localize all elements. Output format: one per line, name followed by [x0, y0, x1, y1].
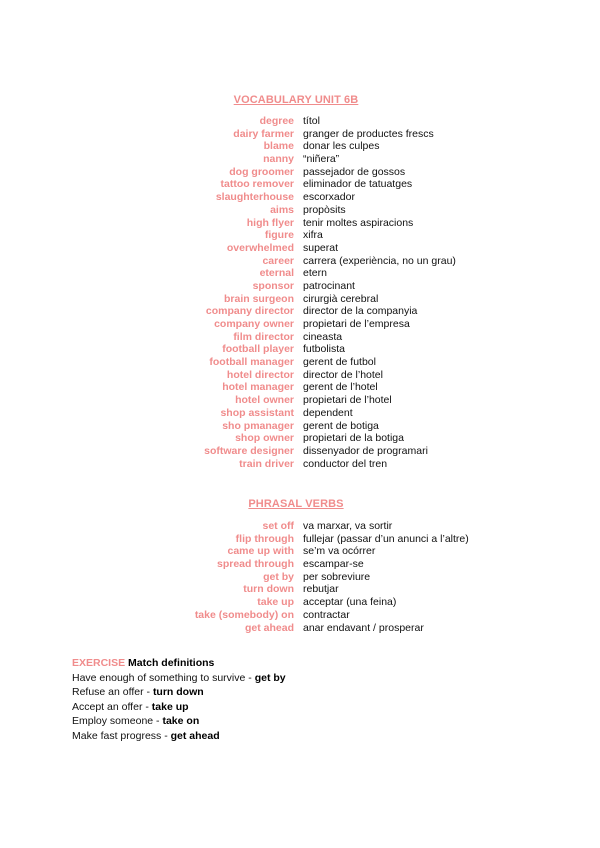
term: sho pmanager: [222, 419, 294, 432]
phrasal-verb-row: [0, 596, 600, 609]
term: flip through: [235, 532, 294, 545]
definition: fullejar (passar d’un anunci a l’altre): [303, 532, 469, 545]
term: shop owner: [235, 432, 294, 445]
vocabulary-row: [0, 420, 600, 433]
definition: donar les culpes: [303, 140, 380, 153]
definition: etern: [303, 267, 327, 280]
definition: dissenyador de programari: [303, 444, 428, 457]
vocabulary-row: [0, 407, 600, 420]
term: get by: [263, 570, 294, 583]
definition: va marxar, va sortir: [303, 520, 393, 532]
term: software designer: [204, 444, 294, 457]
phrasal-verb-row: [0, 571, 600, 584]
exercise-heading: [72, 656, 572, 671]
exercise-line: [72, 714, 572, 729]
term: take up: [257, 596, 294, 609]
exercise-subtitle: Match definitions: [128, 657, 215, 669]
exercise-lines: [72, 671, 572, 744]
exercise-prompt: Accept an offer -: [72, 700, 152, 713]
term: take (somebody) on: [194, 608, 294, 621]
vocabulary-title: VOCABULARY UNIT 6B: [233, 94, 359, 106]
term: spread through: [216, 558, 294, 571]
exercise-section: [72, 656, 572, 743]
term: figure: [264, 229, 294, 242]
exercise-line: [72, 685, 572, 700]
phrasal-verb-row: [0, 545, 600, 558]
term: turn down: [243, 583, 294, 596]
term: sponsor: [252, 279, 294, 292]
definition: propietari de la botiga: [303, 432, 404, 445]
phrasal-verbs-title: PHRASAL VERBS: [248, 498, 344, 510]
term: brain surgeon: [223, 292, 294, 305]
term: came up with: [227, 545, 294, 558]
definition: granger de productes frescs: [303, 127, 434, 140]
term: hotel director: [226, 368, 294, 381]
definition: xifra: [303, 229, 323, 242]
term: blame: [263, 140, 294, 153]
vocabulary-row: [0, 305, 600, 318]
definition: anar endavant / prosperar: [303, 621, 424, 634]
term: high flyer: [246, 216, 294, 229]
vocabulary-row: [0, 153, 600, 166]
definition: passejador de gossos: [303, 165, 406, 178]
exercise-answer: take up: [151, 700, 189, 713]
definition: cirurgià cerebral: [303, 292, 379, 305]
term: degree: [259, 115, 294, 127]
definition: escampar-se: [303, 558, 364, 571]
vocabulary-row: [0, 229, 600, 242]
term: overwhelmed: [226, 241, 294, 254]
definition: eliminador de tatuatges: [303, 178, 413, 191]
definition: patrocinant: [303, 279, 355, 292]
term: film director: [233, 330, 294, 343]
phrasal-verb-row: [0, 558, 600, 571]
definition: gerent de l’hotel: [303, 381, 378, 394]
term: slaughterhouse: [215, 191, 294, 204]
definition: se’m va ocórrer: [303, 545, 376, 558]
definition: superat: [303, 241, 339, 254]
exercise-answer: get ahead: [170, 729, 220, 742]
term: football manager: [209, 356, 294, 369]
definition: conductor del tren: [303, 457, 388, 470]
vocabulary-row: [0, 293, 600, 306]
definition: cineasta: [303, 330, 343, 343]
vocabulary-row: [0, 381, 600, 394]
definition: contractar: [303, 608, 350, 621]
definition: propietari de l’empresa: [303, 318, 410, 330]
term: get ahead: [244, 621, 294, 634]
phrasal-verb-row: [0, 609, 600, 622]
vocabulary-row: [0, 280, 600, 293]
term: hotel manager: [222, 381, 294, 394]
term: hotel owner: [235, 394, 294, 407]
vocabulary-row: [0, 242, 600, 255]
vocabulary-row: [0, 458, 600, 471]
vocabulary-row: [0, 217, 600, 230]
term: tattoo remover: [220, 178, 294, 191]
definition: per sobreviure: [303, 570, 371, 583]
definition: carrera (experiència, no un grau): [303, 254, 456, 267]
definition: títol: [303, 115, 320, 127]
vocabulary-row: [0, 394, 600, 407]
vocabulary-row: [0, 356, 600, 369]
vocabulary-row: [0, 128, 600, 141]
vocabulary-list: [0, 115, 600, 470]
phrasal-verb-row: [0, 583, 600, 596]
term: train driver: [239, 457, 294, 470]
exercise-answer: take on: [162, 715, 200, 727]
vocabulary-row: [0, 166, 600, 179]
exercise-prompt: Refuse an offer -: [72, 686, 153, 698]
vocabulary-row: [0, 204, 600, 217]
phrasal-verb-row: [0, 622, 600, 635]
definition: gerent de botiga: [303, 419, 379, 432]
definition: gerent de futbol: [303, 356, 376, 369]
vocabulary-row: [0, 369, 600, 382]
term: eternal: [259, 267, 294, 280]
term: shop assistant: [220, 406, 294, 419]
exercise-prompt: Have enough of something to survive -: [72, 671, 255, 684]
vocabulary-row: [0, 331, 600, 344]
phrasal-verb-row: [0, 520, 600, 533]
definition: tenir moltes aspiracions: [303, 216, 414, 229]
definition: propòsits: [303, 203, 346, 216]
exercise-prompt: Make fast progress -: [72, 729, 171, 742]
definition: rebutjar: [303, 583, 339, 596]
term: football player: [222, 343, 294, 356]
phrasal-verbs-list: [0, 520, 600, 634]
exercise-line: [72, 671, 572, 686]
vocabulary-row: [0, 140, 600, 153]
definition: “niñera”: [303, 153, 340, 166]
vocabulary-row: [0, 445, 600, 458]
definition: escorxador: [303, 191, 355, 204]
exercise-prompt: Employ someone -: [72, 715, 163, 727]
definition: director de l’hotel: [303, 368, 383, 381]
definition: director de la companyia: [303, 305, 418, 318]
exercise-answer: get by: [254, 671, 286, 684]
exercise-label: EXERCISE: [72, 657, 126, 669]
exercise-line: [72, 700, 572, 715]
term: dog groomer: [229, 165, 294, 178]
term: company director: [205, 305, 294, 318]
phrasal-verb-row: [0, 533, 600, 546]
term: nanny: [263, 153, 294, 166]
vocabulary-row: [0, 255, 600, 268]
vocabulary-row: [0, 432, 600, 445]
exercise-answer: turn down: [152, 686, 204, 698]
vocabulary-row: [0, 178, 600, 191]
term: career: [262, 254, 294, 267]
vocabulary-row: [0, 343, 600, 356]
term: dairy farmer: [233, 127, 294, 140]
definition: futbolista: [303, 343, 346, 356]
vocabulary-row: [0, 115, 600, 128]
term: aims: [270, 203, 294, 216]
definition: dependent: [303, 406, 353, 419]
vocabulary-row: [0, 318, 600, 331]
vocabulary-row: [0, 191, 600, 204]
vocabulary-row: [0, 267, 600, 280]
definition: acceptar (una feina): [303, 596, 397, 609]
term: set off: [262, 520, 294, 532]
term: company owner: [214, 318, 294, 330]
exercise-line: [72, 729, 572, 744]
definition: propietari de l’hotel: [303, 394, 392, 407]
